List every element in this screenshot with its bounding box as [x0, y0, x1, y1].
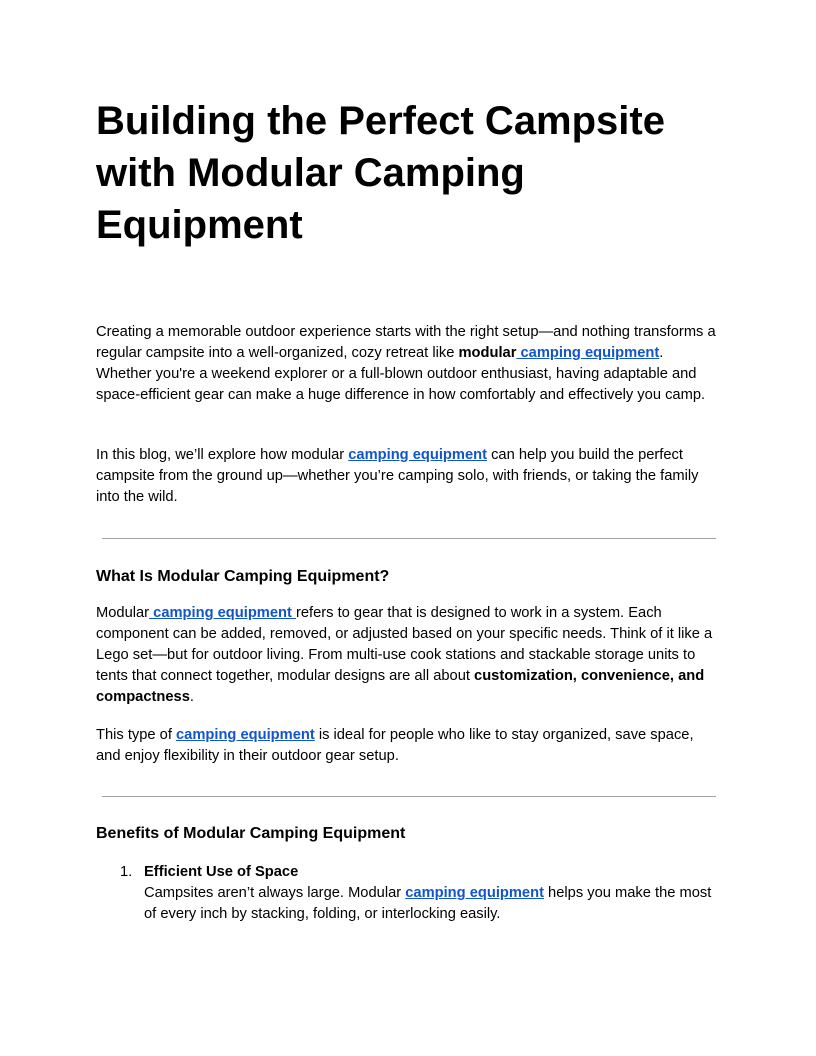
intro-paragraph-2 [96, 445, 720, 508]
text: . Whether you're a weekend explorer or a full-blown outdoor enthusiast, having adaptable and space-efficient gear can make a huge difference in how comfortably and effectively you camp. [96, 345, 706, 403]
camping-equipment-link[interactable]: camping equipment [405, 885, 544, 901]
benefits-list [96, 862, 720, 932]
camping-equipment-link[interactable]: camping equipment [149, 605, 296, 621]
camping-equipment-link[interactable]: camping equipment [176, 727, 315, 743]
list-number: 1. [120, 864, 133, 880]
intro-paragraph-1 [96, 322, 720, 406]
section1-paragraph-1 [96, 603, 720, 708]
camping-equipment-link[interactable]: camping equipment [348, 447, 487, 463]
list-item-body [144, 862, 720, 925]
section1-paragraph-2 [96, 725, 720, 767]
text: Modular [96, 605, 150, 621]
text: can help you build the perfect campsite from the ground up—whether you’re camping solo, with friends, or taking the family into the wild. [96, 447, 699, 505]
text: . [189, 689, 194, 705]
section-heading [96, 823, 720, 845]
text: In this blog, we’ll explore how modular [96, 447, 349, 463]
text: helps you make the most of every inch by stacking, folding, or interlocking easily. [144, 885, 712, 922]
bold-text: modular [458, 345, 517, 361]
divider [102, 796, 716, 797]
bold-text: customization, convenience, and compactness [96, 668, 705, 705]
text: This type of [96, 727, 176, 743]
text: Campsites aren’t always large. Modular [144, 885, 406, 901]
camping-equipment-link[interactable]: camping equipment [516, 345, 660, 361]
page-title: Building the Perfect Campsite with Modular Camping Equipment [96, 99, 665, 247]
section-heading [96, 566, 720, 588]
divider [102, 538, 716, 539]
list-item-title: Efficient Use of Space [144, 864, 299, 880]
section-heading-text: Benefits of Modular Camping Equipment [96, 825, 406, 842]
section-heading-text: What Is Modular Camping Equipment? [96, 568, 390, 585]
text: refers to gear that is designed to work in a system. Each component can be added, removed, or adjusted based on your specific needs. Think of it like a Lego set—but for outdoor living. From multi-use cook stations and stackable storage units to tents that connect together, modular designs are all about [96, 605, 713, 684]
text: Creating a memorable outdoor experience starts with the right setup—and nothing transforms a regular campsite into a well-organized, cozy retreat like [96, 324, 716, 361]
text: is ideal for people who like to stay organized, save space, and enjoy flexibility in their outdoor gear setup. [96, 727, 694, 764]
